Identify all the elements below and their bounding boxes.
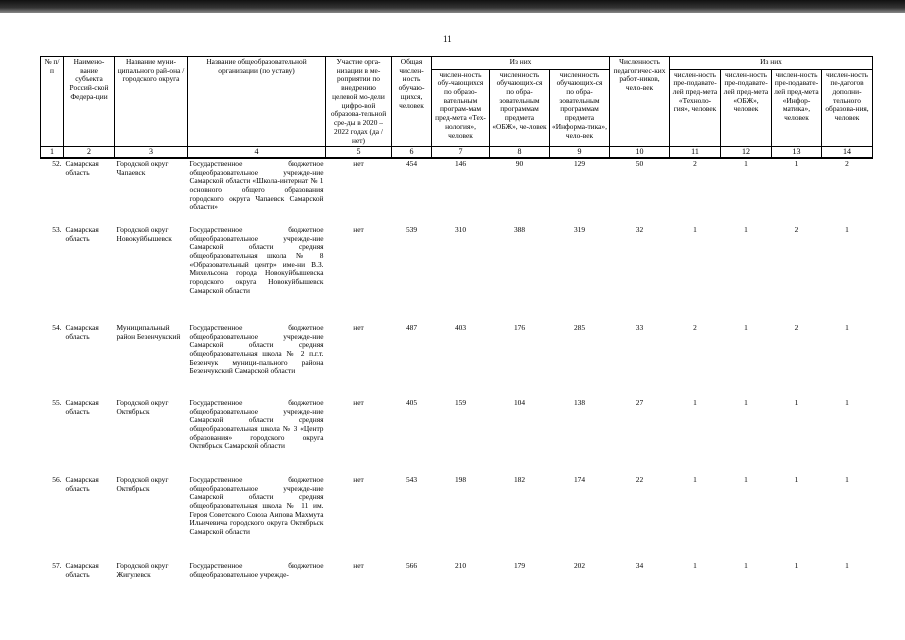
additional-educators-cell: 1	[845, 322, 849, 332]
students-informatics-cell: 138	[573, 397, 586, 407]
column-number: 2	[64, 147, 115, 158]
teachers-obzh-cell: 1	[744, 224, 748, 234]
organization-cell: Государственное бюджетное общеобразовательное учрежде-ние Самарской области средняя общеобразовательная школа № 2 п.г.т. Безенчук муници-пального района Безенчукский Самарской области	[189, 322, 324, 376]
organization-cell: Государственное бюджетное общеобразовательное учрежде-ние Самарской области средняя общеобразовательная школа № 11 им. Героя Советского Союза Аипова Махмута Ильичевича городского округа Октябрьск Самарской области	[189, 474, 324, 537]
students-informatics-cell: 174	[573, 474, 586, 484]
district-cell: Городской округ Жигулевск	[116, 560, 169, 579]
column-number: 9	[550, 147, 610, 158]
participation-cell: нет	[353, 322, 364, 332]
participation-cell: нет	[353, 397, 364, 407]
col-header-teachers-obzh: числен-ность пре-подавате-лей пред-мета «ОБЖ», человек	[721, 69, 772, 147]
participation-cell: нет	[353, 474, 364, 484]
students-technology-cell: 159	[454, 397, 467, 407]
col-header-group-students: Из них	[432, 57, 610, 70]
col-header-region: Наимено-вание субъекта Россий-ской Федера-ции	[64, 57, 115, 147]
col-header-teachers-informatics: числен-ность пре-подавате-лей пред-мета «Инфор-матика», человек	[772, 69, 822, 147]
table-row	[41, 323, 873, 398]
students-informatics-cell: 129	[573, 158, 586, 168]
teachers-obzh-cell: 1	[744, 158, 748, 168]
teachers-informatics-cell: 1	[794, 397, 799, 407]
column-number: 1	[41, 147, 64, 158]
teachers-obzh-cell: 1	[744, 474, 748, 484]
teachers-informatics-cell: 1	[794, 474, 799, 484]
teachers-informatics-cell: 2	[794, 224, 799, 234]
region-cell: Самарская область	[65, 560, 99, 579]
row-number: 56.	[52, 474, 62, 484]
students-informatics-cell: 285	[573, 322, 586, 332]
col-header-additional-educators: числен-ность пе-дагогов дополни-тельного образова-ния, человек	[822, 69, 873, 147]
col-header-number: № п/п	[41, 57, 64, 147]
col-header-district: Название муни-ципального рай-она / городского округа	[115, 57, 188, 147]
organization-cell: Государственное бюджетное общеобразовательное учрежде-ние Самарской области средняя общеобразовательная школа № 3 «Центр образования» городского округа Октябрьск Самарской области	[189, 397, 324, 451]
col-header-total-students: Общая числен-ность обучаю-щихся, человек	[392, 57, 432, 147]
district-cell: Городской округ Октябрьск	[116, 474, 169, 493]
organization-cell: Государственное бюджетное общеобразовательное учрежде-ние Самарской области средняя общеобразовательная школа № 8 «Образовательный центр» име-ни В.З. Михельсона города Новокуйбышевска городского округа Новокуйбышевск Самарской области	[189, 224, 324, 295]
students-obzh-cell: 104	[513, 397, 526, 407]
additional-educators-cell: 2	[845, 158, 849, 168]
students-informatics-cell: 202	[573, 560, 586, 570]
teachers-technology-cell: 2	[693, 322, 697, 332]
scan-edge-shadow	[0, 0, 905, 13]
teachers-obzh-cell: 1	[744, 560, 748, 570]
teachers-informatics-cell: 1	[794, 158, 799, 168]
col-header-students-informatics: численность обучающих-ся по обра-зовательным программам предмета «Информа-тика», чело-век	[550, 69, 610, 147]
column-number: 13	[772, 147, 822, 158]
table-row	[41, 561, 873, 585]
page-number: 11	[443, 34, 452, 44]
column-number: 10	[610, 147, 670, 158]
students-obzh-cell: 176	[513, 322, 526, 332]
additional-educators-cell: 1	[845, 560, 849, 570]
teachers-informatics-cell: 1	[794, 560, 799, 570]
region-cell: Самарская область	[65, 474, 99, 493]
teachers-cell: 34	[635, 560, 644, 570]
total-students-cell: 487	[405, 322, 418, 332]
teachers-technology-cell: 1	[693, 474, 697, 484]
row-number: 52.	[52, 158, 62, 168]
column-number: 5	[326, 147, 392, 158]
column-number: 11	[670, 147, 721, 158]
total-students-cell: 543	[405, 474, 418, 484]
teachers-technology-cell: 1	[693, 560, 697, 570]
region-cell: Самарская область	[65, 322, 99, 341]
additional-educators-cell: 1	[845, 224, 849, 234]
students-obzh-cell: 90	[515, 158, 524, 168]
col-header-teachers: Численность педагогичес-ких работ-ников, чело-век	[610, 57, 670, 147]
participation-cell: нет	[353, 158, 364, 168]
row-number: 53.	[52, 224, 62, 234]
teachers-cell: 27	[635, 397, 644, 407]
teachers-obzh-cell: 1	[744, 322, 748, 332]
column-number: 8	[490, 147, 550, 158]
region-cell: Самарская область	[65, 158, 99, 177]
students-technology-cell: 403	[454, 322, 467, 332]
column-number: 7	[432, 147, 490, 158]
teachers-informatics-cell: 2	[794, 322, 799, 332]
teachers-cell: 50	[635, 158, 644, 168]
teachers-obzh-cell: 1	[744, 397, 748, 407]
students-technology-cell: 146	[454, 158, 467, 168]
students-obzh-cell: 179	[513, 560, 526, 570]
district-cell: Городской округ Новокуйбышевск	[116, 224, 172, 243]
district-cell: Городской округ Чапаевск	[116, 158, 169, 177]
participation-cell: нет	[353, 560, 364, 570]
table-row	[41, 158, 873, 225]
total-students-cell: 539	[405, 224, 418, 234]
students-obzh-cell: 182	[513, 474, 526, 484]
district-cell: Городской округ Октябрьск	[116, 397, 169, 416]
col-header-students-technology: числен-ность обу-чающихся по образо-вательным програм-мам пред-мета «Тех-нология», человек	[432, 69, 490, 147]
col-header-teachers-technology: числен-ность пре-подавате-лей пред-мета «Техноло-гия», человек	[670, 69, 721, 147]
teachers-cell: 33	[635, 322, 644, 332]
teachers-cell: 32	[635, 224, 644, 234]
organization-cell: Государственное бюджетное общеобразовательное учрежде-ние Самарской области «Школа-интернат № 1 основного общего образования городского округа Чапаевск Самарской области»	[189, 158, 324, 212]
total-students-cell: 566	[405, 560, 418, 570]
row-number: 54.	[52, 322, 62, 332]
row-number: 55.	[52, 397, 62, 407]
column-number: 3	[115, 147, 188, 158]
total-students-cell: 454	[405, 158, 418, 168]
column-number: 4	[188, 147, 326, 158]
students-obzh-cell: 388	[513, 224, 526, 234]
students-technology-cell: 310	[454, 224, 467, 234]
col-header-students-obzh: численность обучающих-ся по обра-зовательным программам предмета «ОБЖ», че-ловек	[490, 69, 550, 147]
teachers-cell: 22	[635, 474, 644, 484]
row-number: 57.	[52, 560, 62, 570]
column-number: 6	[392, 147, 432, 158]
students-informatics-cell: 319	[573, 224, 586, 234]
table-row	[41, 398, 873, 475]
table-row	[41, 225, 873, 323]
students-technology-cell: 198	[454, 474, 467, 484]
students-technology-cell: 210	[454, 560, 467, 570]
additional-educators-cell: 1	[845, 474, 849, 484]
column-number-row	[41, 147, 873, 158]
district-cell: Муниципальный район Безенчукский	[116, 322, 181, 341]
teachers-technology-cell: 2	[693, 158, 697, 168]
additional-educators-cell: 1	[845, 397, 849, 407]
column-number: 12	[721, 147, 772, 158]
teachers-technology-cell: 1	[693, 224, 697, 234]
organization-cell: Государственное бюджетное общеобразовательное учрежде-	[189, 560, 324, 579]
region-cell: Самарская область	[65, 224, 99, 243]
col-header-participation: Участие орга-низации в ме-роприятии по внедрению целевой мо-дели цифро-вой образова-тельной сре-ды в 2020 – 2022 годах (да / нет)	[326, 57, 392, 147]
region-cell: Самарская область	[65, 397, 99, 416]
schools-table	[40, 56, 873, 585]
col-header-organization: Название общеобразовательной организации (по уставу)	[188, 57, 326, 147]
teachers-technology-cell: 1	[693, 397, 697, 407]
col-header-group-teachers: Из них	[670, 57, 873, 70]
table-row	[41, 475, 873, 561]
header-row-top	[41, 57, 873, 70]
total-students-cell: 405	[405, 397, 418, 407]
column-number: 14	[822, 147, 873, 158]
participation-cell: нет	[353, 224, 364, 234]
